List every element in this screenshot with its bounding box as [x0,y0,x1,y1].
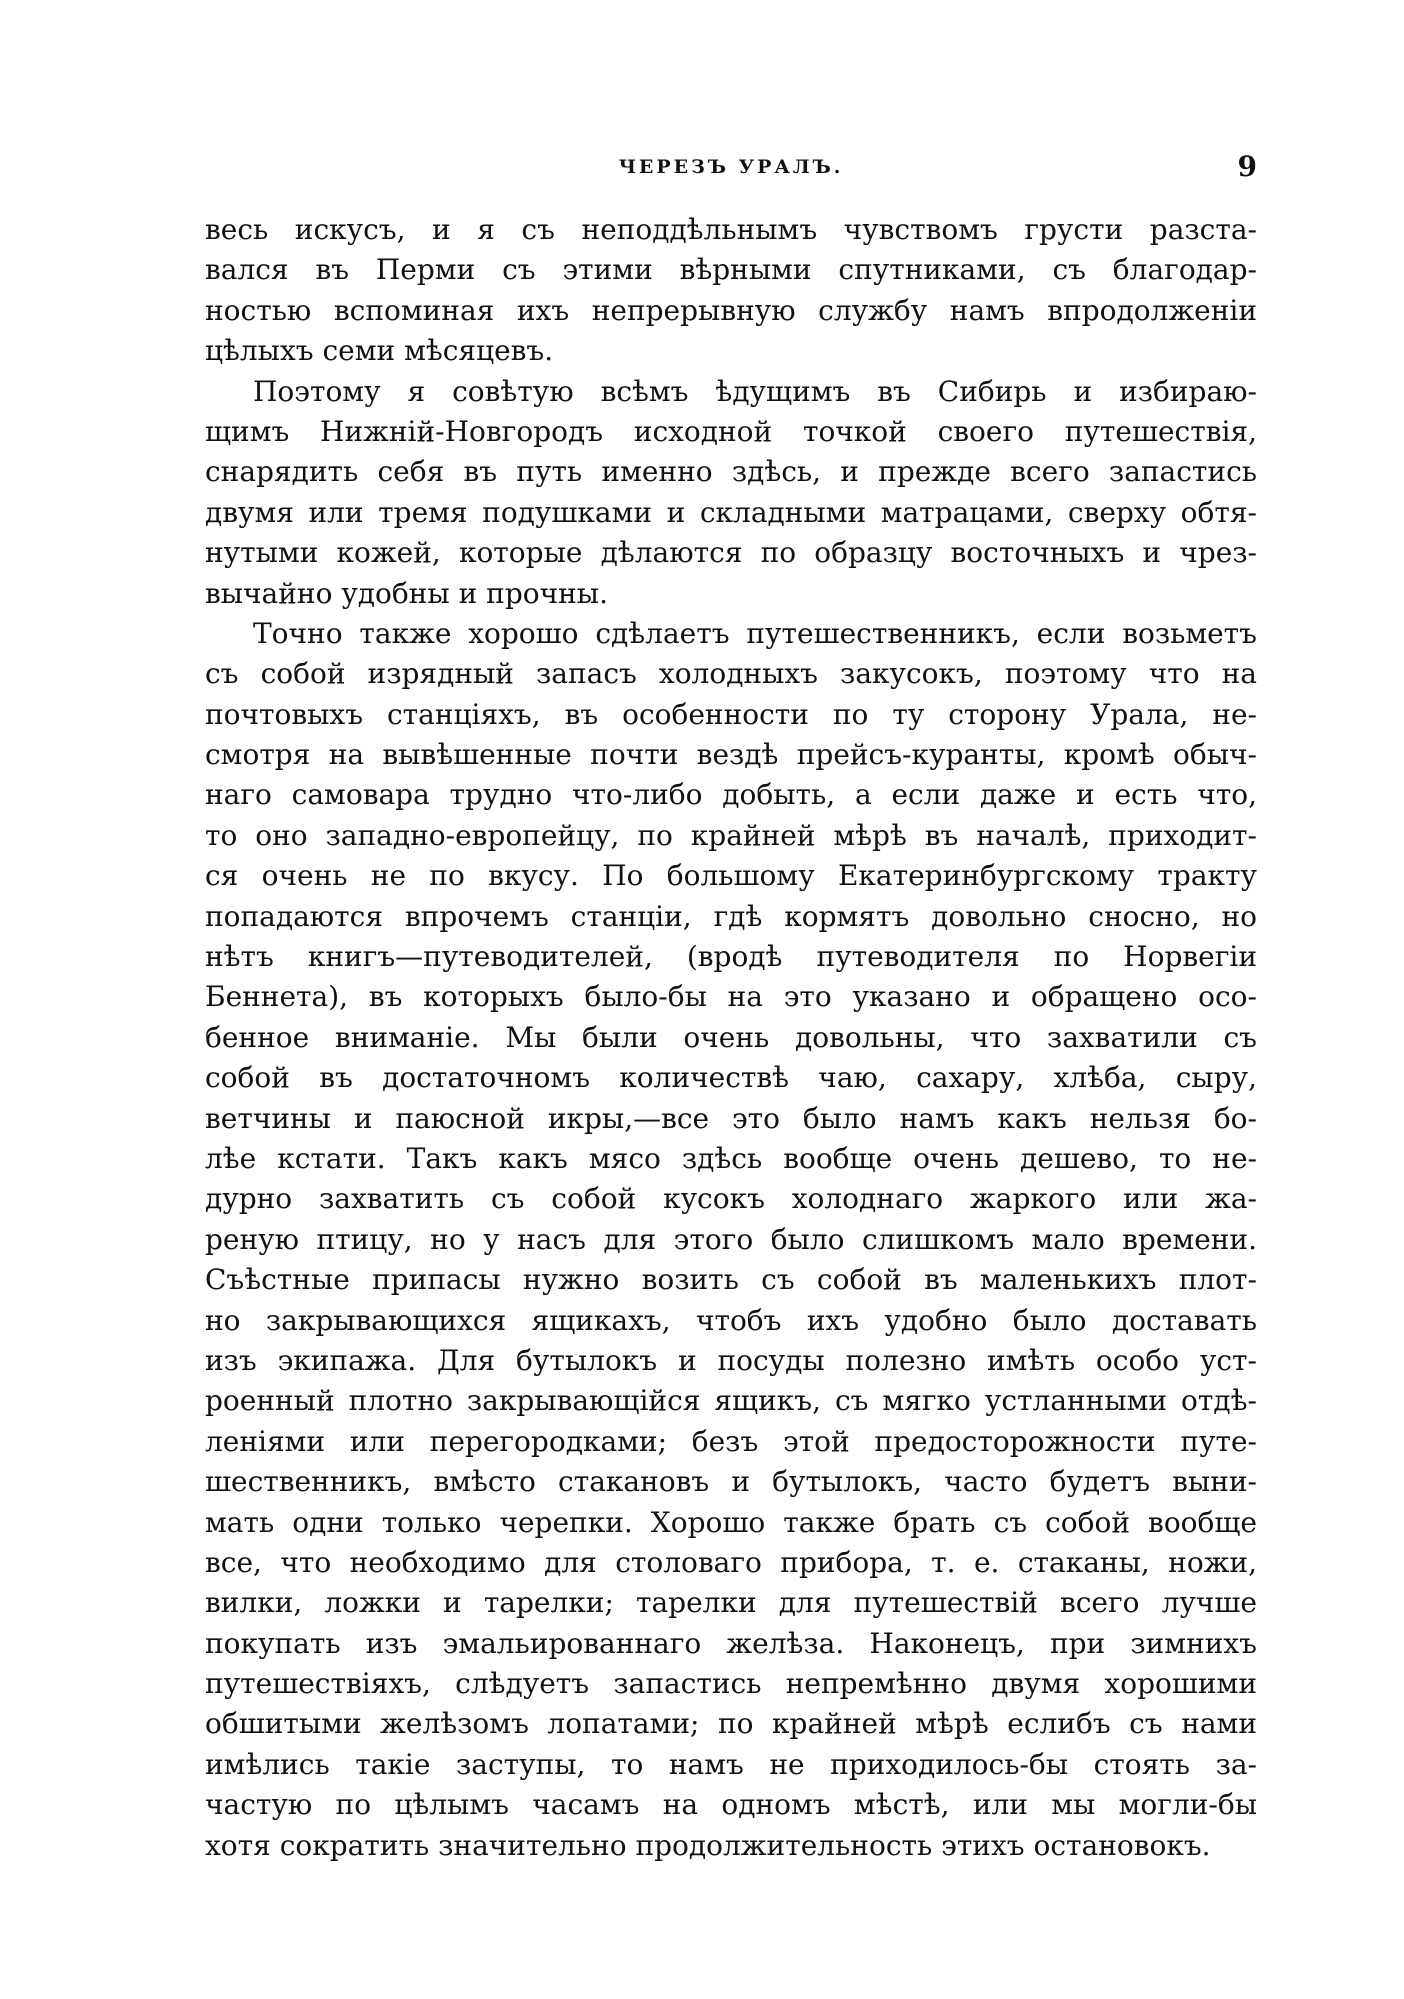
text-line: мать одни только черепки. Хорошо также брать съ собой вообще [205,1505,1257,1539]
text-line: вался въ Перми съ этими вѣрными спутниками, съ благодар- [205,253,1257,287]
text-line: но закрывающихся ящикахъ, чтобъ ихъ удобно было доставать [205,1303,1257,1337]
paragraph-3 [205,614,1257,1866]
body-text [205,210,1257,1866]
text-line: все, что необходимо для столоваго прибора, т. е. стаканы, ножи, [205,1545,1257,1579]
text-line: роенный плотно закрывающійся ящикъ, съ мягко устланными отдѣ- [205,1384,1257,1418]
text-line: то оно западно-европейцу, по крайней мѣрѣ въ началѣ, приходит- [205,818,1257,852]
text-line: реную птицу, но у насъ для этого было слишкомъ мало времени. [205,1222,1257,1256]
text-line: обшитыми желѣзомъ лопатами; по крайней мѣрѣ еслибъ съ нами [205,1707,1257,1741]
text-line: нутыми кожей, которые дѣлаются по образцу восточныхъ и чрез- [205,536,1257,570]
running-head [205,150,1257,190]
text-line: щимъ Нижній-Новгородъ исходной точкой своего путешествія, [205,414,1257,448]
text-line: снарядить себя въ путь именно здѣсь, и прежде всего запастись [205,455,1257,489]
text-line: шественникъ, вмѣсто стакановъ и бутылокъ, часто будетъ выни- [205,1465,1257,1499]
text-line: почтовыхъ станціяхъ, въ особенности по ту сторону Урала, не- [205,697,1257,731]
text-line: собой въ достаточномъ количествѣ чаю, сахару, хлѣба, сыру, [205,1061,1257,1095]
text-line: лѣе кстати. Такъ какъ мясо здѣсь вообще очень дешево, то не- [205,1141,1257,1175]
text-line: имѣлись такіе заступы, то намъ не приходилось-бы стоять за- [205,1747,1257,1781]
text-line: смотря на вывѣшенные почти вездѣ прейсъ-куранты, кромѣ обыч- [205,738,1257,772]
text-line: ветчины и паюсной икры,—все это было намъ какъ нельзя бо- [205,1101,1257,1135]
text-line: Поэтому я совѣтую всѣмъ ѣдущимъ въ Сибирь и избираю- [253,374,1257,408]
text-line: ся очень не по вкусу. По большому Екатеринбургскому тракту [205,859,1257,893]
page-number: 9 [1237,150,1257,183]
paragraph-1 [205,210,1257,372]
text-line: Съѣстные припасы нужно возить съ собой въ маленькихъ плот- [205,1263,1257,1297]
text-line: двумя или тремя подушками и складными матрацами, сверху обтя- [205,495,1257,529]
text-line: покупать изъ эмальированнаго желѣза. Наконецъ, при зимнихъ [205,1626,1257,1660]
text-line: весь искусъ, и я съ неподдѣльнымъ чувствомъ грусти разста- [205,213,1257,246]
text-line: вычайно удобны и прочны. [205,576,608,610]
text-line: вилки, ложки и тарелки; тарелки для путешествій всего лучше [205,1586,1257,1620]
text-line: наго самовара трудно что-либо добыть, а если даже и есть что, [205,778,1257,812]
text-line: бенное вниманіе. Мы были очень довольны, что захватили съ [205,1020,1257,1054]
text-line: изъ экипажа. Для бутылокъ и посуды полезно имѣть особо уст- [205,1343,1257,1377]
text-line: съ собой изрядный запасъ холодныхъ закусокъ, поэтому что на [205,657,1257,691]
text-line: хотя сократить значительно продолжительность этихъ остановокъ. [205,1828,1211,1862]
text-line: цѣлыхъ семи мѣсяцевъ. [205,334,554,368]
running-title: ЧЕРЕЗЪ УРАЛЪ. [618,156,844,178]
text-line: попадаются впрочемъ станціи, гдѣ кормятъ довольно сносно, но [205,899,1257,933]
text-line: ностью вспоминая ихъ непрерывную службу намъ впродолженіи [205,293,1257,327]
text-line: путешествіяхъ, слѣдуетъ запастись непремѣнно двумя хорошими [205,1667,1257,1701]
text-line: леніями или перегородками; безъ этой предосторожности путе- [205,1424,1257,1458]
text-line: нѣтъ книгъ—путеводителей, (вродѣ путеводителя по Норвегіи [205,940,1257,974]
text-line: Беннета), въ которыхъ было-бы на это указано и обращено осо- [205,980,1257,1014]
paragraph-2 [205,372,1257,614]
text-line: частую по цѣлымъ часамъ на одномъ мѣстѣ, или мы могли-бы [205,1788,1257,1822]
text-line: Точно также хорошо сдѣлаетъ путешественникъ, если возьметъ [253,616,1257,650]
text-line: дурно захватить съ собой кусокъ холоднаго жаркого или жа- [205,1182,1257,1216]
